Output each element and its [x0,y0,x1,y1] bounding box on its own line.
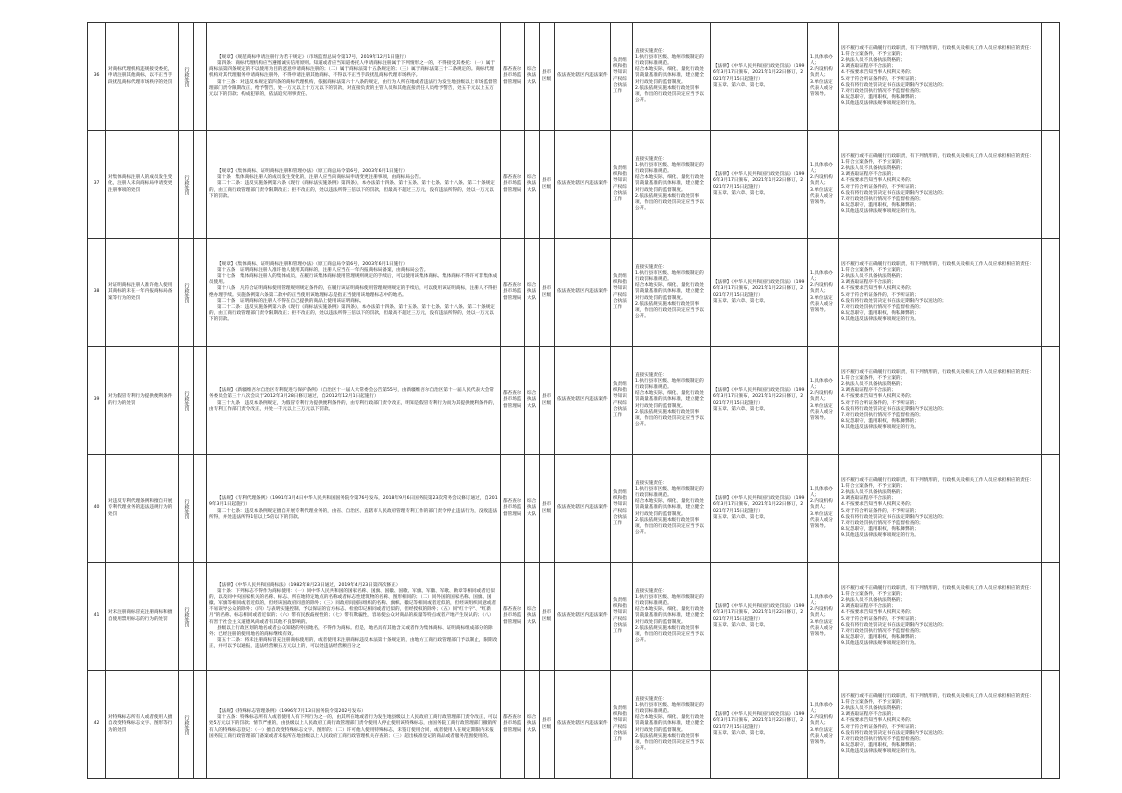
item-name: 对特殊标志所有人或者使用人擅自改变特殊标志文字、图形等行为的处罚 [106,671,179,779]
accountability-line: 5.对于符合听证条件的，不予听证的； [841,292,919,298]
duty-line: 2.依法依规实施本级行政处罚事项，作出的行政处罚决定应当予以公开。 [635,193,704,211]
duty-line: 2.依法依规实施本级行政处罚事项，作出的行政处罚决定应当予以公开。 [635,733,704,751]
item-name: 对证明商标注册人准许他人使用其商标的未在一年内报商标局备案等行为的处罚 [106,239,179,347]
accountability-line: 8.玩忽职守，滥用职权，徇私舞弊的； [841,94,919,100]
accountability-line: 8.玩忽职守，滥用职权，徇私舞弊的； [841,742,919,748]
accountability-line: 4.不按要求告知当事人权利义务的； [841,718,915,724]
duty-line: 直接实施责任： [635,373,668,379]
duty-basis-line: 第五章、第六章、第七章。 [713,622,769,628]
accountability-line: 4.不按要求告知当事人权利义务的； [841,394,915,400]
accountability-line: 1.符合立案条件，不予立案的； [841,700,906,706]
table-row [88,671,1060,779]
enforcement-unit: 综合执法大队 [525,131,540,239]
duty-line: 2.依法依规实施本级行政处罚事项，作出的行政处罚决定应当予以公开。 [635,409,704,427]
table-row [88,23,1060,131]
blank-cell [194,671,207,779]
accountability [839,239,1042,347]
handling-process [808,563,839,671]
exercise-level: 县市区级 [540,131,555,239]
row-number: 38 [88,239,106,347]
responsible-dept: 都杏查尔县市场监督管理局 [501,563,525,671]
duty-line: 1.执行县市区级、地州市级制定的行政罚标准规范。 [635,271,704,283]
item-name: 对违反专利代理条例和擅自开展专利代理业务的违法违规行为的处罚 [106,455,179,563]
legal-basis [207,23,501,131]
accountability-line: 3.调查取证程序不合法的； [841,64,896,70]
process-line: 3.单位法定代表人或分管领导。 [810,727,833,745]
responsible-dept: 都杏查尔县市场监督管理局 [501,131,525,239]
legal-basis-paragraph: 第二十二条：违反实施条例第六条《现行《商标法实施条例》第四条》，本办法第十四条、第十五条、第十七条、第十八条、第二十条规定的，由工商行政管理部门责令限期改正；拒不改正的，处以违法所得三倍以下的罚款，但最高不超过三万元，没有违法所得的，处以一万元以下的罚款。 [209,304,495,322]
accountability-line: 9.其他违反法律法规事项规定的行为。 [841,316,919,322]
item-type-text: 行政处罚 [183,66,190,87]
enforcement-unit: 综合执法大队 [525,671,540,779]
process-line: 2.内设机构负责人； [810,391,833,403]
responsible-dept: 都杏查尔县市场监督管理局 [501,671,525,779]
accountability-line: 3.调查取证程序不合法的； [841,172,896,178]
accountability-line: 5.对于符合听证条件的，不予听证的； [841,508,919,514]
legal-basis-paragraph: 第二十七条：违反本条例规定擅自开展专利代理业务的，由省、自治区、直辖市人民政府管理专利工作的部门责令停止违法行为，没收违法所得，并处违法所得1倍以上5倍以下的罚款。 [209,508,498,520]
accountability-line: 2.执法人员不具备执法资格的； [841,706,906,712]
duty-basis-line: 【法律】《中华人民共和国行政处罚法》（1996年3月17日颁布，2021年1月22日修订，2021年7月15日起施行） [713,496,805,514]
handling-process [808,671,839,779]
duty-subject: 负责组织和指导知识产权综合执法工作 [611,455,633,563]
legal-basis-paragraph: 【规章】《集体商标、证明商标注册和管理办法》（原工商总局令第6号，2003年6月1日施行） [217,262,408,268]
table-row [88,347,1060,455]
power-list-table [87,22,1060,779]
accountability [839,347,1042,455]
duty-matters [633,347,711,455]
duty-line: 结合本地实际，细化、量化行政处罚裁量基准的具体标准，建立健全对行政处罚的监督制度。 [635,499,704,517]
handling-process [808,347,839,455]
accountability-line: 6.没有将行政处罚决定书在法定期限内予以送达的； [841,298,947,304]
process-line: 3.单位法定代表人或分管领导。 [810,79,833,97]
item-name: 对集体商标注册人的成员发生变化，注册人未向商标局申请变更注册事项的处罚 [106,131,179,239]
scope-of-duty: 依法查处辖区内违法案件 [555,563,611,671]
duty-subject: 负责组织和指导知识产权综合执法工作 [611,239,633,347]
accountability-line: 7.对行政处罚执行情况不予监督检查的； [841,88,924,94]
blank-cell [194,563,207,671]
item-type-text: 行政处罚 [183,714,190,735]
item-type [179,239,194,347]
accountability-line: 8.玩忽职守，滥用职权，徇私舞弊的； [841,418,919,424]
duty-line: 2.依法依规实施本级行政处罚事项，作出的行政处罚决定应当予以公开。 [635,517,704,535]
accountability-line: 2.执法人员不具备执法资格的； [841,274,906,280]
responsible-dept: 都杏查尔县市场监督管理局 [501,23,525,131]
duty-matters [633,131,711,239]
process-line: 1.具体承办人； [810,271,833,283]
accountability-line: 7.对行政处罚执行情况不予监督检查的； [841,628,924,634]
accountability-line: 9.其他违反法律法规事项规定的行为。 [841,424,919,430]
accountability-line: 7.对行政处罚执行情况不予监督检查的； [841,520,924,526]
handling-process [808,239,839,347]
blank-cell [194,347,207,455]
accountability-line: 8.玩忽职守，滥用职权，徇私舞弊的； [841,202,919,208]
accountability-line: 3.调查取证程序不合法的； [841,712,896,718]
accountability-line: 5.对于符合听证条件的，不予听证的； [841,400,919,406]
accountability-line: 2.执法人员不具备执法资格的； [841,58,906,64]
duty-basis-line: 【法律】《中华人民共和国行政处罚法》（1996年3月17日颁布，2021年1月22日修订，2021年7月15日起施行） [713,388,805,406]
process-line: 1.具体承办人； [810,487,833,499]
item-name: 对商标代理机构违规接受委托，申请注册其他商标，以不正当手段扰乱商标代理市场秩序的处罚 [106,23,179,131]
legal-basis [207,131,501,239]
accountability-line: 6.没有将行政处罚决定书在法定期限内予以送达的； [841,622,947,628]
row-number: 42 [88,671,106,779]
accountability-line: 因不履行或不正确履行行政职责，有下列情形的，行政机关及相关工作人员应承担相应的责任： [841,370,1034,376]
accountability-line: 9.其他违反法律法规事项规定的行为。 [841,208,919,214]
duty-subject: 负责组织和指导知识产权综合执法工作 [611,347,633,455]
legal-basis-paragraph: 【法规】《专利代理条例》（1991年3月4日中华人民共和国国务院令第76号发布，2018年9月6日国务院第23次常务会议修订通过，自2019年3月1日起施行） [209,496,498,508]
legal-basis-paragraph: 第二十二条：违反实施条例第六条《现行《商标法实施条例》第四条》，本办法第十四条、第十五条、第十七条、第十八条、第二十条规定的，由工商行政管理部门责令限期改正；拒不改正的，处以违法所得三倍以下的罚款，但最高不超过三万元，没有违法所得的，处以一万元以下的罚款。 [209,181,495,199]
enforcement-unit: 综合执法大队 [525,455,540,563]
duty-basis-line: 【法律】《中华人民共和国行政处罚法》（1996年3月17日颁布，2021年1月22日修订，2021年7月15日起施行） [713,64,805,82]
accountability-line: 6.没有将行政处罚决定书在法定期限内予以送达的； [841,82,947,88]
remarks-cell [1042,347,1060,455]
duty-line: 直接实施责任： [635,481,668,487]
item-type-text: 行政处罚 [183,282,190,303]
responsible-dept: 都杏查尔县市场监督管理局 [501,239,525,347]
enforcement-unit: 综合执法大队 [525,239,540,347]
accountability-line: 因不履行或不正确履行行政职责，有下列情形的，行政机关及相关工作人员应承担相应的责任： [841,262,1034,268]
duty-basis-line: 第五章、第六章、第七章。 [713,190,769,196]
accountability-line: 9.其他违反法律法规事项规定的行为。 [841,640,919,646]
duty-line: 1.执行县市区级、地州市级制定的行政罚标准规范。 [635,487,704,499]
accountability-line: 5.对于符合听证条件的，不予听证的； [841,616,919,622]
duty-line: 2.依法依规实施本级行政处罚事项，作出的行政处罚决定应当予以公开。 [635,85,704,103]
blank-cell [194,455,207,563]
enforcement-unit: 综合执法大队 [525,23,540,131]
accountability-line: 因不履行或不正确履行行政职责，有下列情形的，行政机关及相关工作人员应承担相应的责任： [841,694,1034,700]
duty-subject: 负责组织和指导知识产权综合执法工作 [611,671,633,779]
duty-line: 结合本地实际，细化、量化行政处罚裁量基准的具体标准，建立健全对行政处罚的监督制度。 [635,607,704,625]
accountability-line: 4.不按要求告知当事人权利义务的； [841,70,915,76]
scope-of-duty: 依法查处辖区内违法案件 [555,23,611,131]
legal-basis [207,671,501,779]
accountability-line: 2.执法人员不具备执法资格的； [841,166,906,172]
legal-basis-paragraph: 第二十条 证明商标的注册人不得在自己提供的商品上使用该证明商标。 [217,298,365,304]
item-type [179,131,194,239]
accountability-line: 7.对行政处罚执行情况不予监督检查的； [841,736,924,742]
process-line: 1.具体承办人； [810,163,833,175]
row-number: 37 [88,131,106,239]
exercise-level: 县市区级 [540,23,555,131]
process-line: 1.具体承办人； [810,703,833,715]
accountability [839,563,1042,671]
duty-line: 2.依法依规实施本级行政处罚事项，作出的行政处罚决定应当予以公开。 [635,301,704,319]
accountability-line: 5.对于符合听证条件的，不予听证的； [841,724,919,730]
process-line: 3.单位法定代表人或分管领导。 [810,619,833,637]
process-line: 2.内设机构负责人； [810,499,833,511]
legal-basis-paragraph: 第十条 集体商标注册人的成员发生变化的，注册人应当向商标局申请变更注册事项，由商标局公告。 [217,175,424,181]
duty-line: 结合本地实际，细化、量化行政处罚裁量基准的具体标准，建立健全对行政处罚的监督制度。 [635,175,704,193]
duty-line: 直接实施责任： [635,157,668,163]
accountability-line: 1.符合立案条件，不予立案的； [841,160,906,166]
legal-basis [207,455,501,563]
duty-basis-line: 第五章、第六章、第七章。 [713,82,769,88]
blank-cell [194,131,207,239]
remarks-cell [1042,455,1060,563]
responsible-dept: 都杏查尔县市场监督管理局 [501,455,525,563]
row-number: 36 [88,23,106,131]
accountability-line: 6.没有将行政处罚决定书在法定期限内予以送达的； [841,514,947,520]
accountability-line: 5.对于符合听证条件的，不予听证的； [841,76,919,82]
remarks-cell [1042,671,1060,779]
duty-line: 直接实施责任： [635,589,668,595]
duty-basis-line: 【法律】《中华人民共和国行政处罚法》（1996年3月17日颁布，2021年1月22日修订，2021年7月15日起施行） [713,280,805,298]
item-type-text: 行政处罚 [183,498,190,519]
accountability-line: 7.对行政处罚执行情况不予监督检查的； [841,196,924,202]
duty-basis [711,455,808,563]
duty-line: 1.执行县市区级、地州市级制定的行政罚标准规范。 [635,379,704,391]
accountability-line: 3.调查取证程序不合法的； [841,280,896,286]
duty-basis-line: 【法律】《中华人民共和国行政处罚法》（1996年3月17日颁布，2021年1月22日修订，2021年7月15日起施行） [713,172,805,190]
process-line: 2.内设机构负责人； [810,607,833,619]
scope-of-duty: 依法查处辖区内违法案件 [555,131,611,239]
accountability [839,23,1042,131]
row-number: 41 [88,563,106,671]
accountability-line: 3.调查取证程序不合法的； [841,496,896,502]
process-line: 2.内设机构负责人； [810,175,833,187]
legal-basis-paragraph: 第四条：商标代理机构应当遵循诚实信用原则。知道或者应当知道委托人申请商标注册属于下列情形之一的，不得接受其委托：（一）属于商标法第四条规定的不以使用为目的恶意申请商标注册的；（二）属于商标法第十五条规定的；（三）属于商标法第三十二条规定的。商标代理机构对其代理服务申请商标注册外，不得申请注册其他商标，不得以不正当手段扰乱商标代理市场秩序。 [209,61,495,79]
exercise-level: 县市区级 [540,563,555,671]
enforcement-unit: 综合执法大队 [525,563,540,671]
duty-matters [633,563,711,671]
accountability-line: 9.其他违反法律法规事项规定的行为。 [841,100,919,106]
remarks-cell [1042,239,1060,347]
legal-basis-paragraph: 第十三条：对违反本规定第四条的商标代理机构，依据商标法第六十八条的规定，由行为人所在地或者违法行为发生地县级以上市场监督管理部门责令限期改正，给予警告，处一万元以上十万元以下的罚款，对直接负责的主管人员和其他直接责任人员给予警告，处五千元以上五万元以下的罚款；构成犯罪的，依法追究刑事责任。 [209,79,498,97]
legal-basis [207,239,501,347]
handling-process [808,455,839,563]
remarks-cell [1042,131,1060,239]
item-name: 对未注册商标冒充注册商标和擅自使用禁用标志的行为的处罚 [106,563,179,671]
duty-line: 结合本地实际，细化、量化行政处罚裁量基准的具体标准，建立健全对行政处罚的监督制度。 [635,715,704,733]
duty-matters [633,671,711,779]
accountability-line: 1.符合立案条件，不予立案的； [841,484,906,490]
scope-of-duty: 依法查处辖区内违法案件 [555,671,611,779]
duty-basis-line: 第五章、第六章、第七章。 [713,514,769,520]
accountability-line: 1.符合立案条件，不予立案的； [841,268,906,274]
duty-matters [633,239,711,347]
blank-cell [194,239,207,347]
accountability-line: 3.调查取证程序不合法的； [841,604,896,610]
accountability-line: 8.玩忽职守，滥用职权，徇私舞弊的； [841,526,919,532]
item-type-text: 行政处罚 [183,174,190,195]
accountability-line: 9.其他违反法律法规事项规定的行为。 [841,532,919,538]
item-type [179,23,194,131]
duty-basis-line: 第五章、第六章、第七章。 [713,406,769,412]
duty-subject: 负责组织和指导知识产权综合执法工作 [611,563,633,671]
duty-line: 直接实施责任： [635,49,668,55]
duty-line: 1.执行县市区级、地州市级制定的行政罚标准规范。 [635,703,704,715]
handling-process [808,23,839,131]
duty-subject: 负责组织和指导知识产权综合执法工作 [611,131,633,239]
legal-basis [207,563,501,671]
table-row [88,131,1060,239]
legal-basis-paragraph: 第十七条 集体商标注册人的集体成员，在履行该集体商标使用管理规则规定的手续后，可以使用该集体商标。集体商标不得许可非集体成员使用。 [209,274,498,286]
accountability-line: 8.玩忽职守，滥用职权，徇私舞弊的； [841,310,919,316]
accountability-line: 7.对行政处罚执行情况不予监督检查的； [841,412,924,418]
accountability-line: 4.不按要求告知当事人权利义务的； [841,610,915,616]
duty-line: 结合本地实际，细化、量化行政处罚裁量基准的具体标准，建立健全对行政处罚的监督制度。 [635,67,704,85]
exercise-level: 县市区级 [540,347,555,455]
table-body [88,23,1060,779]
legal-basis-paragraph: 第十五条 证明商标注册人准许他人使用其商标的，注册人应当在一年内报商标局备案，由商标局公告。 [217,268,429,274]
process-line: 1.具体承办人； [810,379,833,391]
item-type [179,347,194,455]
row-number: 40 [88,455,106,563]
legal-basis-paragraph: 第十八条 凡符合证明商标使用管理规则规定条件的，在履行该证明商标使用管理规则规定的手续后，可以使用该证明商标，注册人不得拒绝办理手续。实施条例第六条第二款中的正当使用该地理标志是指正当使用该地理标志中的地名。 [209,286,498,298]
legal-basis-paragraph: 县级以上行政区划的地名或者公众知晓的外国地名，不得作为商标。但是，地名具有其他含义或者作为集体商标、证明商标组成部分的除外；已经注册的使用地名的商标继续有效。 [209,625,493,637]
process-line: 2.内设机构负责人； [810,283,833,295]
duty-basis [711,347,808,455]
duty-basis [711,23,808,131]
item-name: 对为假冒专利行为提供便利条件的行为的处罚 [106,347,179,455]
process-line: 1.具体承办人； [810,55,833,67]
exercise-level: 县市区级 [540,671,555,779]
duty-basis-line: 【法律】《中华人民共和国行政处罚法》（1996年3月17日颁布，2021年1月22日修订，2021年7月15日起施行） [713,604,805,622]
legal-basis-paragraph: 【法规】《特殊标志管理条例》（1996年7月13日国务院令第202号发布） [217,709,366,715]
duty-line: 直接实施责任： [635,265,668,271]
legal-basis-paragraph: 【规章】《规范商标申请注册行为若干规定》（市场监督总局令第17号，2019年12月1日施行） [217,55,409,61]
accountability [839,131,1042,239]
process-line: 3.单位法定代表人或分管领导。 [810,187,833,205]
accountability-line: 因不履行或不正确履行行政职责，有下列情形的，行政机关及相关工作人员应承担相应的责任： [841,154,1034,160]
process-line: 1.具体承办人； [810,595,833,607]
accountability-line: 7.对行政处罚执行情况不予监督检查的； [841,304,924,310]
accountability-line: 3.调查取证程序不合法的； [841,388,896,394]
accountability-line: 因不履行或不正确履行行政职责，有下列情形的，行政机关及相关工作人员应承担相应的责任： [841,46,1034,52]
duty-line: 1.执行县市区级、地州市级制定的行政罚标准规范。 [635,55,704,67]
exercise-level: 县市区级 [540,239,555,347]
enforcement-unit: 综合执法大队 [525,347,540,455]
item-type-text: 行政处罚 [183,606,190,627]
accountability-line: 4.不按要求告知当事人权利义务的； [841,502,915,508]
legal-basis-paragraph: 第三十九条 违反本条例规定，为假冒专利行为提供便利条件的，由专利行政部门责令改正，明知是假冒专利行为而为其提供便利条件的，由专利工作部门责令改正，并处一千元以上三万元以下罚款。 [209,400,498,412]
item-type [179,455,194,563]
accountability-line: 5.对于符合听证条件的，不予听证的； [841,184,919,190]
process-line: 3.单位法定代表人或分管领导。 [810,511,833,529]
accountability-line: 1.符合立案条件，不予立案的； [841,52,906,58]
responsible-dept: 都杏查尔县市场监督管理局 [501,347,525,455]
duty-basis [711,239,808,347]
item-type [179,671,194,779]
accountability-line: 6.没有将行政处罚决定书在法定期限内予以送达的； [841,406,947,412]
duty-basis [711,131,808,239]
legal-basis-paragraph: 【规章】《集体商标、证明商标注册和管理办法》（原工商总局令第6号，2003年6月1日施行） [217,169,408,175]
duty-line: 结合本地实际，细化、量化行政处罚裁量基准的具体标准，建立健全对行政处罚的监督制度。 [635,283,704,301]
table-row [88,455,1060,563]
table-row [88,239,1060,347]
accountability-line: 因不履行或不正确履行行政职责，有下列情形的，行政机关及相关工作人员应承担相应的责任： [841,478,1034,484]
accountability [839,455,1042,563]
duty-matters [633,23,711,131]
accountability-line: 6.没有将行政处罚决定书在法定期限内予以送达的； [841,730,947,736]
duty-basis-line: 【法律】《中华人民共和国行政处罚法》（1996年3月17日颁布，2021年1月22日修订，2021年7月15日起施行） [713,712,805,730]
legal-basis [207,347,501,455]
remarks-cell [1042,563,1060,671]
item-type-text: 行政处罚 [183,390,190,411]
table-row [88,563,1060,671]
duty-line: 1.执行县市区级、地州市级制定的行政罚标准规范。 [635,595,704,607]
accountability-line: 2.执法人员不具备执法资格的； [841,490,906,496]
legal-basis-paragraph: 【法律】《中华人民共和国商标法》（1982年8月23日通过，2019年4月23日第四次修正） [217,582,401,588]
accountability-line: 8.玩忽职守，滥用职权，徇私舞弊的； [841,634,919,640]
duty-basis-line: 第五章、第六章、第七章。 [713,730,769,736]
process-line: 3.单位法定代表人或分管领导。 [810,403,833,421]
accountability-line: 4.不按要求告知当事人权利义务的； [841,178,915,184]
accountability-line: 9.其他违反法律法规事项规定的行为。 [841,748,919,754]
accountability-line: 1.符合立案条件，不予立案的； [841,376,906,382]
duty-subject: 负责组织和指导知识产权综合执法工作 [611,23,633,131]
accountability-line: 1.符合立案条件，不予立案的； [841,592,906,598]
accountability [839,671,1042,779]
scope-of-duty: 依法查处辖区内违法案件 [555,239,611,347]
duty-matters [633,455,711,563]
scope-of-duty: 依法查处辖区内违法案件 [555,455,611,563]
duty-line: 结合本地实际，细化、量化行政处罚裁量基准的具体标准，建立健全对行政处罚的监督制度。 [635,391,704,409]
duty-line: 1.执行县市区级、地州市级制定的行政罚标准规范。 [635,163,704,175]
accountability-line: 6.没有将行政处罚决定书在法定期限内予以送达的； [841,190,947,196]
duty-basis [711,671,808,779]
handling-process [808,131,839,239]
remarks-cell [1042,23,1060,131]
accountability-line: 因不履行或不正确履行行政职责，有下列情形的，行政机关及相关工作人员应承担相应的责任： [841,586,1034,592]
duty-line: 2.依法依规实施本级行政处罚事项，作出的行政处罚决定应当予以公开。 [635,625,704,643]
accountability-line: 4.不按要求告知当事人权利义务的； [841,286,915,292]
process-line: 2.内设机构负责人； [810,67,833,79]
row-number: 39 [88,347,106,455]
process-line: 2.内设机构负责人； [810,715,833,727]
blank-cell [194,23,207,131]
duty-line: 直接实施责任： [635,697,668,703]
legal-basis-paragraph: 第十条：下列标志不得作为商标使用：（一）同中华人民共和国的国家名称、国旗、国徽、国歌、军旗、军徽、军歌、勋章等相同或者近似的，以及同中央国家机关的名称、标志、所在地特定地点的名称或者标志性建筑物的名称、图形相同的；（二）同外国的国家名称、国旗、国徽、军旗等相同或者近似的，但经该国政府同意的除外；（三）同政府间国际组织的名称、旗帜、徽记等相同或者近似的，但经该组织同意或者不易误导公众的除外；（四）与表明实施控制、予以保证的官方标志、检验印记相同或者近似的，但经授权的除外；（五）同"红十字"、"红新月"的名称、标志相同或者近似的；（六）带有民族歧视性的；（七）带有欺骗性，容易使公众对商品的质量等特点或者产地产生误认的；（八）有害于社会主义道德风尚或者有其他不良影响的。 [209,589,497,625]
process-line: 3.单位法定代表人或分管领导。 [810,295,833,313]
item-type [179,563,194,671]
accountability-line: 2.执法人员不具备执法资格的； [841,598,906,604]
accountability-line: 2.执法人员不具备执法资格的； [841,382,906,388]
legal-basis-paragraph: 第五十二条：将未注册商标冒充注册商标使用的，或者使用未注册商标违反本法第十条规定的，由地方工商行政管理部门予以制止，限期改正，并可以予以通报，违法经营额五万元以上的，可以处违法经营额百分之 [209,637,498,649]
duty-basis [711,563,808,671]
legal-basis-paragraph: 第十五条：特殊标志所有人或者使用人有下列行为之一的，由其所在地或者行为发生地县级以上人民政府工商行政管理部门责令改正，可以处5万元以下的罚款；情节严重的，由县级以上人民政府工商行政管理部门责令使用人停止使用该特殊标志，由国务院工商行政管理部门撤销所有人的特殊标志登记：（一）擅自改变特殊标志文字、图形的；（二）许可他人使用特殊标志，未签订使用合同，或者使用人在规定期限内未报国务院工商行政管理部门备案或者未报所在地县级以上人民政府工商行政管理机关存查的；（三）超出核准登记的商品或者服务范围使用的。 [209,715,498,739]
exercise-level: 县市区级 [540,455,555,563]
scope-of-duty: 依法查处辖区内违法案件 [555,347,611,455]
duty-basis-line: 第五章、第六章、第七章。 [713,298,769,304]
legal-basis-paragraph: 【法规】《新疆维吾尔自治区专利促进与保护条例》（自治区十一届人大常委会公告第55号，由新疆维吾尔自治区第十一届人民代表大会常务委员会第三十八次会议于2012年3月28日修订通过，自2012年12月1日起施行） [209,388,494,400]
